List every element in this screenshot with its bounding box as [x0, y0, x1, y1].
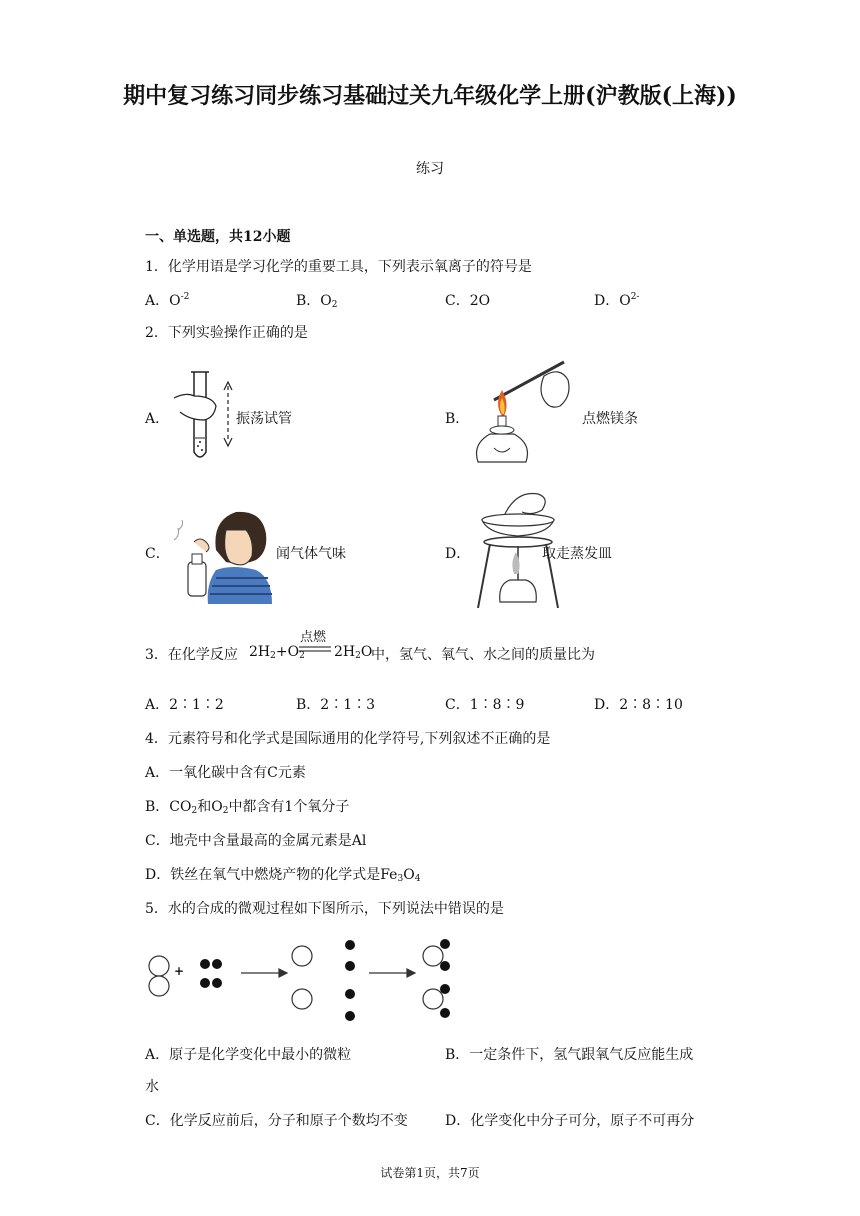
- oxygen-molecule: [149, 956, 169, 996]
- page-subtitle: 练习: [416, 161, 444, 177]
- q4-option-d: D．铁丝在氧气中燃烧产物的化学式是$Fe_3O_4$: [145, 867, 421, 884]
- q4-option-a: A．一氧化碳中含有C元素: [145, 765, 306, 781]
- question-5-stem: 5．水的合成的微观过程如下图所示，下列说法中错误的是: [145, 901, 504, 917]
- q2-option-a-label: 振荡试管: [236, 411, 292, 427]
- q2-option-c-label: 闻气体气味: [276, 546, 346, 562]
- q2-option-d-label: 取走蒸发皿: [542, 546, 612, 562]
- q3-option-c: C．1∶8∶9: [445, 697, 525, 713]
- question-1-stem: 1．化学用语是学习化学的重要工具，下列表示氧离子的符号是: [145, 259, 532, 275]
- q1-option-c: C．2O: [445, 293, 491, 309]
- q5-option-b: B．一定条件下，氢气跟氧气反应能生成: [445, 1047, 694, 1063]
- q3-equation-reactants: $2H_2+O_2$: [249, 644, 305, 661]
- hydrogen-molecules: [200, 959, 222, 988]
- q3-equation-product: $2H_2O$: [334, 644, 373, 661]
- water-synthesis-diagram: [145, 936, 465, 1024]
- q2-option-d-letter: D．: [445, 546, 471, 562]
- q3-option-d: D．2∶8∶10: [594, 697, 683, 713]
- page-footer: 试卷第1页，共7页: [380, 1166, 480, 1180]
- q4-option-c: C．地壳中含量最高的金属元素是Al: [145, 833, 367, 849]
- reaction-arrow-1: [241, 969, 287, 977]
- q1-option-b: B．$O_2$: [296, 293, 338, 310]
- q2-option-b-label: 点燃镁条: [582, 411, 638, 427]
- page-title: 期中复习练习同步练习基础过关九年级化学上册(沪教版(上海)): [123, 83, 737, 109]
- q5-option-c: C．化学反应前后，分子和原子个数均不变: [145, 1113, 408, 1129]
- q3-equation-condition: 点燃: [300, 630, 327, 645]
- q3-option-b: B．2∶1∶3: [296, 697, 376, 713]
- q3-stem-end: 中，氢气、氧气、水之间的质量比为: [371, 647, 595, 663]
- q2-option-b-letter: B．: [445, 411, 470, 427]
- q3-option-a: A．2∶1∶2: [145, 697, 224, 713]
- water-molecules: [423, 939, 450, 1018]
- q2-option-c-letter: C．: [145, 546, 170, 562]
- q1-option-a: A．$O^{-2}$: [145, 292, 190, 309]
- q4-option-b: B．$CO_2$和$O_2$中都含有1个氧分子: [145, 799, 350, 816]
- section-heading: 一、单选题，共12小题: [145, 229, 291, 245]
- plus-sign: +: [174, 964, 185, 978]
- q2-option-a-letter: A．: [145, 411, 170, 427]
- question-3-stem: 3．在化学反应: [145, 647, 238, 663]
- ignite-magnesium-illustration: [468, 352, 578, 472]
- shake-test-tube-illustration: [170, 362, 240, 466]
- q5-option-a: A．原子是化学变化中最小的微粒: [145, 1047, 352, 1063]
- q5-option-b-continued: 水: [145, 1079, 159, 1095]
- separate-hydrogen-atoms: [345, 940, 355, 1021]
- q1-option-d: D．$O^{2-}$: [594, 292, 640, 309]
- reaction-arrow-2: [369, 969, 415, 977]
- question-4-stem: 4．元素符号和化学式是国际通用的化学符号,下列叙述不正确的是: [145, 731, 551, 747]
- question-2-stem: 2．下列实验操作正确的是: [145, 325, 308, 341]
- smell-gas-illustration: [172, 500, 276, 606]
- separate-oxygen-atoms: [292, 946, 312, 1009]
- equals-sign: [299, 645, 331, 653]
- q5-option-d: D．化学变化中分子可分，原子不可再分: [445, 1113, 695, 1129]
